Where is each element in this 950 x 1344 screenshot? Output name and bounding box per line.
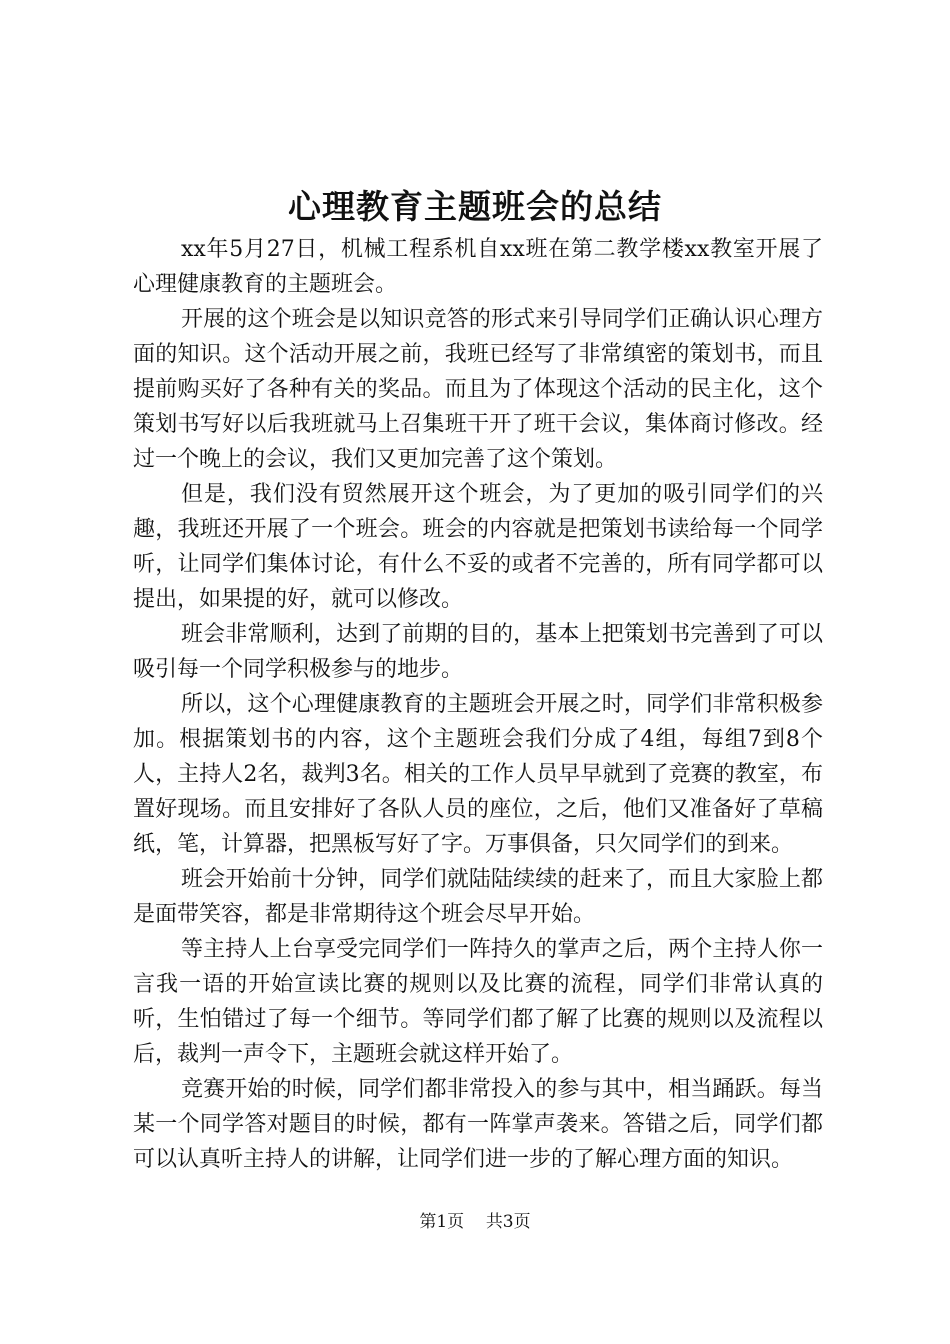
page-separator	[470, 1212, 481, 1232]
page-footer	[0, 1210, 950, 1234]
total-pages: 共3页	[485, 1212, 531, 1232]
paragraph-1: xx年5月27日，机械工程系机自xx班在第二教学楼xx教室开展了心理健康教育的主题班会。	[133, 237, 823, 297]
paragraph-6: 班会开始前十分钟，同学们就陆陆续续的赶来了，而且大家脸上都是面带笑容，都是非常期待这个班会尽早开始。	[133, 867, 823, 927]
paragraph-7: 等主持人上台享受完同学们一阵持久的掌声之后，两个主持人你一言我一语的开始宣读比赛的规则以及比赛的流程，同学们非常认真的听，生怕错过了每一个细节。等同学们都了解了比赛的规则以及流程以后，裁判一声令下，主题班会就这样开始了。	[133, 937, 823, 1067]
document-title: 心理教育主题班会的总结	[288, 187, 662, 226]
document-body	[133, 232, 823, 1177]
paragraph-8: 竞赛开始的时候，同学们都非常投入的参与其中，相当踊跃。每当某一个同学答对题目的时候，都有一阵掌声袭来。答错之后，同学们都可以认真听主持人的讲解，让同学们进一步的了解心理方面的知识。	[133, 1077, 823, 1172]
paragraph-3: 但是，我们没有贸然展开这个班会，为了更加的吸引同学们的兴趣，我班还开展了一个班会。班会的内容就是把策划书读给每一个同学听，让同学们集体讨论，有什么不妥的或者不完善的，所有同学都可以提出，如果提的好，就可以修改。	[133, 482, 823, 612]
paragraph-2: 开展的这个班会是以知识竞答的形式来引导同学们正确认识心理方面的知识。这个活动开展之前，我班已经写了非常缜密的策划书，而且提前购买好了各种有关的奖品。而且为了体现这个活动的民主化，这个策划书写好以后我班就马上召集班干开了班干会议，集体商讨修改。经过一个晚上的会议，我们又更加完善了这个策划。	[133, 307, 823, 472]
paragraph-4: 班会非常顺利，达到了前期的目的，基本上把策划书完善到了可以吸引每一个同学积极参与的地步。	[133, 622, 823, 682]
page-number: 第1页	[419, 1212, 465, 1232]
paragraph-5: 所以，这个心理健康教育的主题班会开展之时，同学们非常积极参加。根据策划书的内容，这个主题班会我们分成了4组，每组7到8个人，主持人2名，裁判3名。相关的工作人员早早就到了竞赛的教室，布置好现场。而且安排好了各队人员的座位，之后，他们又准备好了草稿纸，笔，计算器，把黑板写好了字。万事俱备，只欠同学们的到来。	[133, 692, 823, 857]
